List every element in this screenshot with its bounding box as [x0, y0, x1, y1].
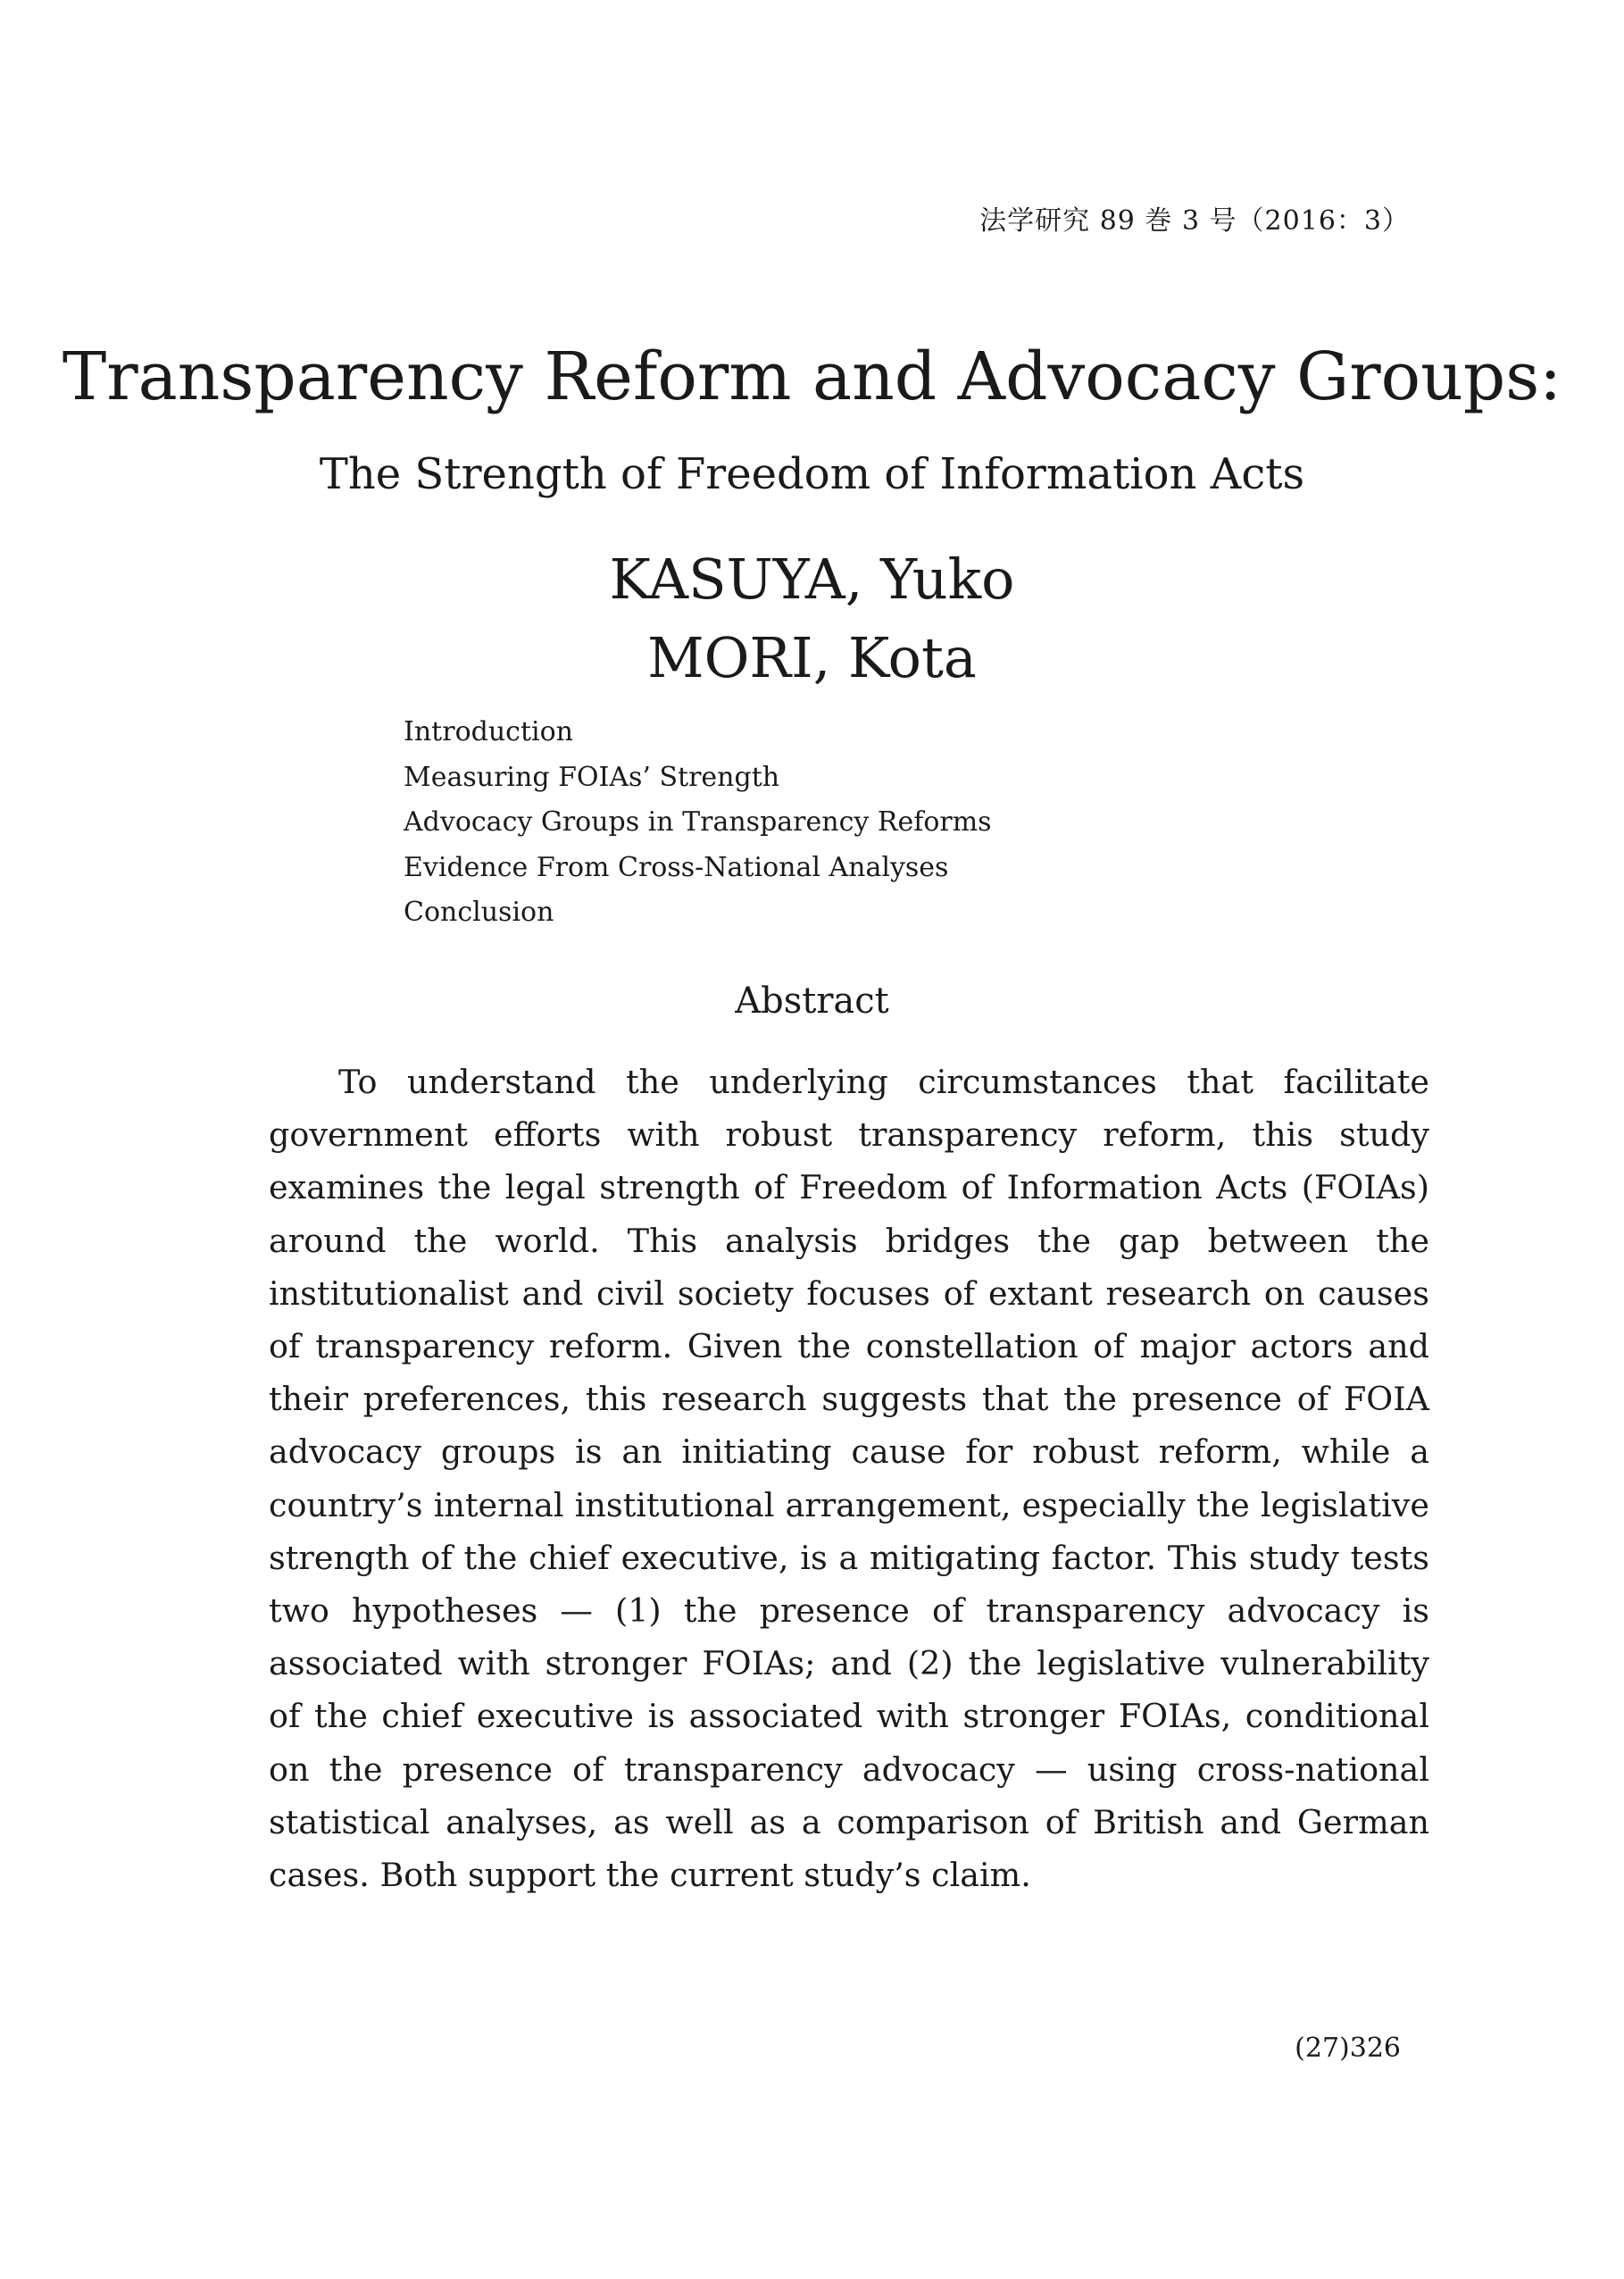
author-name: MORI, Kota [647, 625, 977, 690]
table-of-contents [404, 710, 992, 936]
abstract-heading: Abstract [735, 981, 889, 1022]
toc-item: Advocacy Groups in Transparency Reforms [404, 806, 992, 838]
author-list [0, 540, 1624, 697]
journal-issue-header: 法学研究 89 巻 3 号（2016：3） [979, 205, 1410, 237]
abstract-text: To understand the underlying circumstances that facilitate government efforts with robust transparency reform, this study examines the legal strength of Freedom of Information Acts (FOIAs) around the world. This analysis bridges the gap between the institutionalist and civil society focuses of extant research on causes of transparency reform. Given the constellation of major actors and their preferences, this research suggests that the presence of FOIA advocacy groups is an initiating cause for robust reform, while a country’s internal institutional arrangement, especially the legislative strength of the chief executive, is a mitigating factor. This study tests two hypotheses — (1) the presence of transparency advocacy is associated with stronger FOIAs; and (2) the legislative vulnerability of the chief executive is associated with stronger FOIAs, conditional on the presence of transparency advocacy — using cross-national statistical analyses, as well as a comparison of British and German cases. Both support the current study’s claim. [269, 1063, 1429, 1895]
author-name: KASUYA, Yuko [609, 547, 1015, 612]
toc-item: Measuring FOIAs’ Strength [404, 761, 780, 793]
toc-item: Conclusion [404, 897, 554, 928]
toc-item: Evidence From Cross-National Analyses [404, 851, 949, 883]
article-title: Transparency Reform and Advocacy Groups: [62, 338, 1562, 415]
toc-item: Introduction [404, 716, 573, 747]
page-number: (27)326 [1295, 2033, 1401, 2064]
article-subtitle: The Strength of Freedom of Information Acts [319, 449, 1305, 499]
